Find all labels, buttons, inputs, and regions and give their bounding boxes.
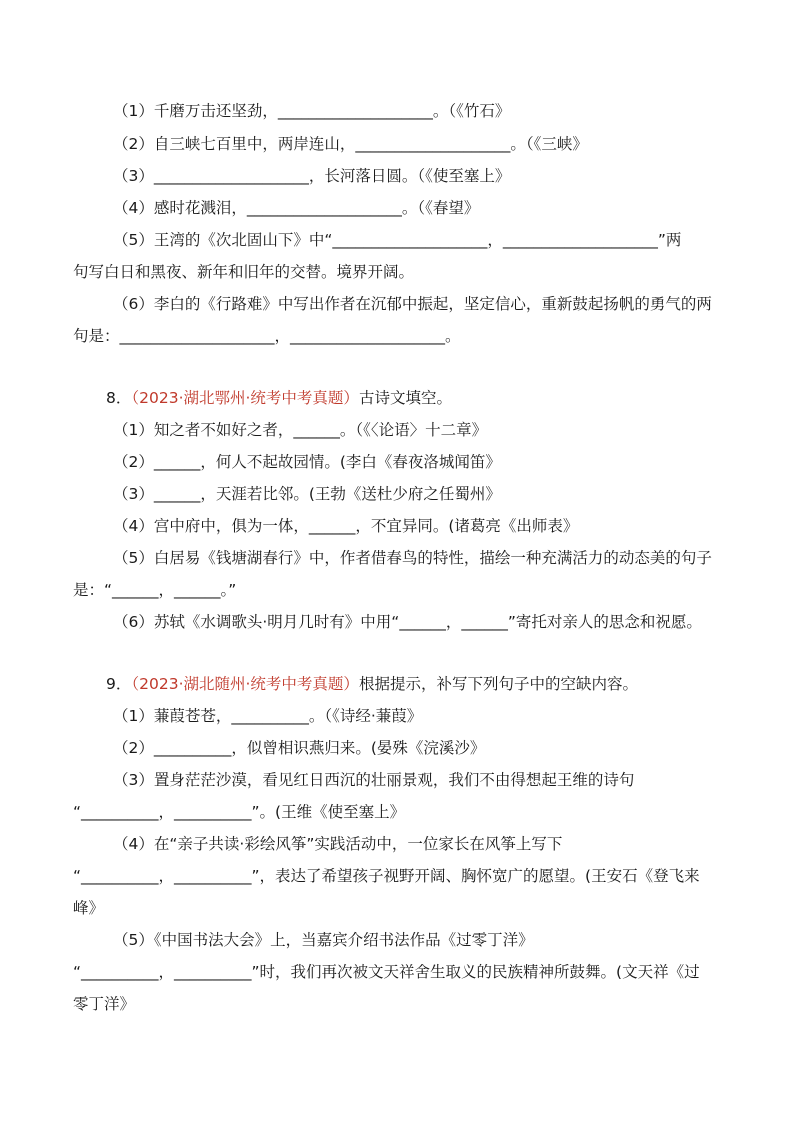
- s8-item-6: （6）苏轼《水调歌头·明月几时有》中用“______，______”寄托对亲人的思念和祝愿。: [113, 613, 702, 631]
- s8-item-1: （1）知之者不如好之者，______。（《〈论语〉十二章》: [113, 421, 488, 439]
- s9-item-5-cont: “__________，__________”时，我们再次被文天祥舍生取义的民族精神所鼓舞。(文天祥《过: [73, 963, 700, 981]
- s9-item-5-cont2: 零丁洋》: [73, 995, 136, 1013]
- s9-item-4-cont: “__________，__________”，表达了希望孩子视野开阔、胸怀宽广的愿望。(王安石《登飞来: [73, 867, 700, 885]
- question-instruction: 古诗文填空。: [358, 389, 452, 407]
- s9-item-4: （4）在“亲子共读·彩绘风筝”实践活动中，一位家长在风筝上写下: [113, 835, 563, 853]
- s9-item-3-cont: “__________，__________”。(王维《使至塞上》: [73, 803, 406, 821]
- s9-item-2: （2）__________，似曾相识燕归来。(晏殊《浣溪沙》: [113, 739, 486, 757]
- s8-item-2: （2）______，何人不起故园情。(李白《春夜洛城闻笛》: [113, 453, 501, 471]
- question-8-header: [106, 388, 794, 408]
- s7-item-6-cont: 句是：____________________，____________________。: [73, 327, 461, 345]
- question-number: 9．: [106, 675, 132, 693]
- s8-item-4: （4）宫中府中，俱为一体，______，不宜异同。(诸葛亮《出师表》: [113, 517, 579, 535]
- question-source: （2023·湖北随州·统考中考真题）: [131, 675, 359, 693]
- question-instruction: 根据提示，补写下列句子中的空缺内容。: [358, 675, 638, 693]
- s8-item-5: （5）白居易《钱塘湖春行》中，作者借春鸟的特性，描绘一种充满活力的动态美的句子: [113, 549, 712, 567]
- s7-item-4: （4）感时花溅泪，____________________。（《春望》: [113, 199, 480, 217]
- s7-item-6: （6）李白的《行路难》中写出作者在沉郁中振起，坚定信心，重新鼓起扬帆的勇气的两: [113, 295, 712, 313]
- s8-item-3: （3）______，天涯若比邻。(王勃《送杜少府之任蜀州》: [113, 485, 501, 503]
- s7-item-5-cont: 句写白日和黑夜、新年和旧年的交替。境界开阔。: [73, 263, 415, 281]
- s8-item-5-cont: 是：“______，______。”: [73, 581, 237, 599]
- s9-item-3: （3）置身茫茫沙漠，看见红日西沉的壮丽景观，我们不由得想起王维的诗句: [113, 771, 635, 789]
- s9-item-5: （5）《中国书法大会》上，当嘉宾介绍书法作品《过零丁洋》: [113, 931, 534, 949]
- question-source: （2023·湖北鄂州·统考中考真题）: [131, 389, 359, 407]
- s9-item-4-cont2: 峰》: [73, 899, 105, 917]
- s7-item-1: （1）千磨万击还坚劲，____________________。（《竹石》: [113, 102, 511, 120]
- question-9-header: [106, 674, 794, 694]
- s7-item-3: （3）____________________，长河落日圆。（《使至塞上》: [113, 167, 511, 185]
- s7-item-2: （2）自三峡七百里中，两岸连山，____________________。（《三峡》: [113, 135, 588, 153]
- s9-item-1: （1）蒹葭苍苍，__________。（《诗经·蒹葭》: [113, 707, 423, 725]
- question-number: 8．: [106, 389, 132, 407]
- s7-item-5: （5）王湾的《次北固山下》中“____________________，____________________”两: [113, 231, 682, 249]
